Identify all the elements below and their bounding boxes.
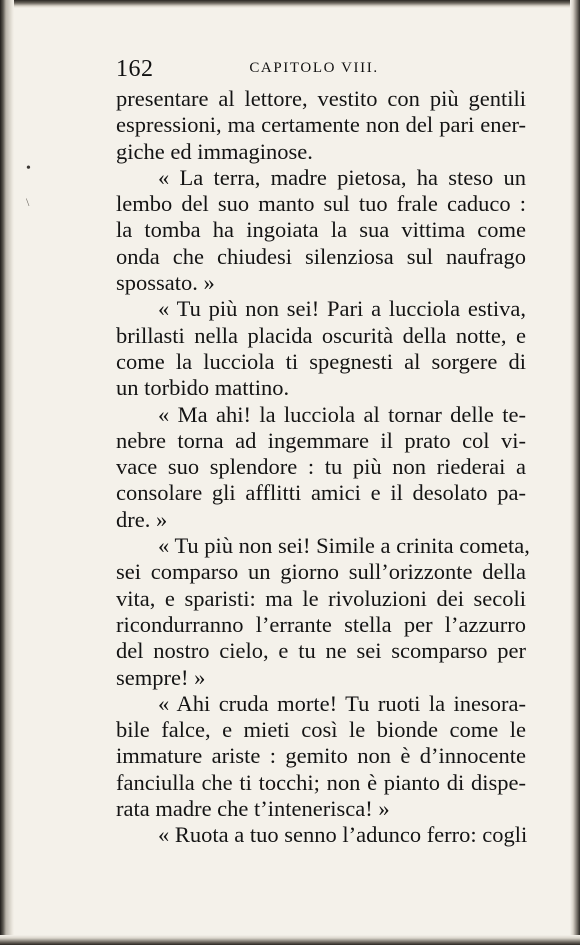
text-line: presentare al lettore, vestito con più gentili	[116, 86, 526, 111]
text-line: onda che chiudesi silenziosa sul naufrago	[116, 243, 526, 269]
page-bottom-edge	[0, 935, 580, 945]
text-line: sei comparso un giorno sull’orizzonte della	[116, 559, 526, 585]
text-line: « Tu più non sei! Simile a crinita cometa,	[158, 533, 530, 559]
page-right-edge	[570, 0, 580, 945]
text-line: consolare gli afflitti amici e il desolato pa-	[116, 480, 526, 506]
text-line: dre. »	[116, 506, 168, 532]
page-top-edge	[0, 0, 580, 8]
margin-mark: \	[26, 195, 30, 209]
text-line: spossato. »	[116, 270, 215, 296]
text-line: « Tu più non sei! Pari a lucciola estiva,	[158, 296, 526, 322]
text-line: immature ariste : gemito non è d’innocente	[116, 743, 526, 769]
text-line: lembo del suo manto sul tuo frale caduco :	[116, 191, 526, 217]
text-line: giche ed immaginose.	[116, 138, 313, 164]
text-line: vace suo splendore : tu più non riederai a	[116, 454, 526, 480]
text-line: « La terra, madre pietosa, ha steso un	[158, 164, 526, 190]
text-line: espressioni, ma certamente non del pari ener-	[116, 112, 526, 138]
text-line: rata madre che t’intenerisca! »	[116, 796, 390, 822]
text-line: « Ma ahi! la lucciola al tornar delle te-	[158, 401, 526, 427]
text-line: vita, e sparisti: ma le rivoluzioni dei secoli	[116, 585, 526, 611]
body-text	[116, 86, 530, 849]
margin-mark: •	[26, 161, 31, 176]
page-number: 162	[116, 56, 154, 82]
text-line: come la lucciola ti spegnesti al sorgere di	[116, 348, 526, 374]
text-line: brillasti nella placida oscurità della notte, e	[116, 322, 526, 348]
text-line: « Ahi cruda morte! Tu ruoti la inesora-	[158, 690, 526, 716]
page-left-edge	[0, 0, 14, 945]
page-header	[116, 56, 512, 82]
text-line: nebre torna ad ingemmare il prato col vi-	[116, 427, 526, 453]
text-line: la tomba ha ingoiata la sua vittima come	[116, 217, 526, 243]
text-line: « Ruota a tuo senno l’adunco ferro: cogli	[158, 822, 528, 848]
text-line: bile falce, e mieti così le bionde come le	[116, 717, 526, 743]
text-line: sempre! »	[116, 664, 206, 690]
text-line: del nostro cielo, e tu ne sei scomparso per	[116, 638, 526, 664]
text-line: ricondurranno l’errante stella per l’azzurro	[116, 611, 526, 637]
text-line: fanciulla che ti tocchi; non è pianto di dispe-	[116, 769, 526, 795]
running-head: CAPITOLO VIII.	[249, 60, 379, 76]
text-line: un torbido mattino.	[116, 375, 290, 401]
